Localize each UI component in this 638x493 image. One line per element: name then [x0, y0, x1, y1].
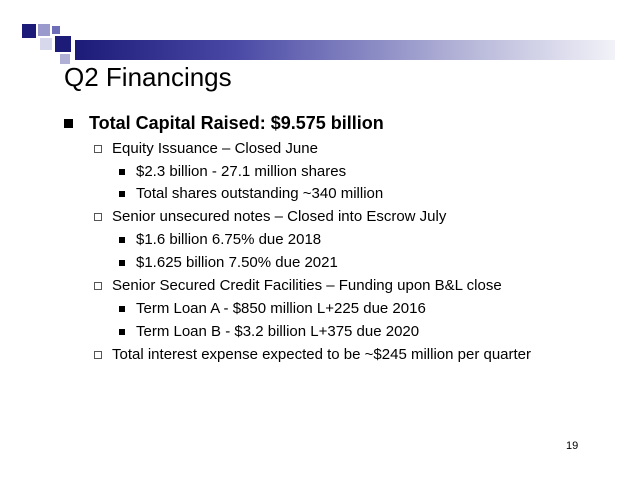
sub-item — [119, 323, 419, 340]
sub-item — [119, 231, 321, 248]
sub-item — [119, 185, 383, 202]
sub-item — [119, 300, 426, 317]
section-label: Total interest expense expected to be ~$245 million per quarter — [112, 346, 532, 363]
square-bullet-icon — [119, 237, 125, 243]
square-bullet-icon — [64, 119, 73, 128]
section-item — [94, 277, 502, 294]
section-item — [94, 208, 446, 225]
sub-item-text: $1.625 billion 7.50% due 2021 — [136, 254, 338, 271]
square-bullet-icon — [119, 191, 125, 197]
sub-item-text: Term Loan B - $3.2 billion L+375 due 2020 — [136, 323, 420, 340]
section-label: Senior unsecured notes – Closed into Escrow July — [112, 208, 447, 225]
hollow-square-bullet-icon — [94, 213, 102, 221]
sub-item — [119, 163, 346, 180]
hollow-square-bullet-icon — [94, 282, 102, 290]
hollow-square-bullet-icon — [94, 145, 102, 153]
section-label: Equity Issuance – Closed June — [112, 140, 318, 157]
slide-title: Q2 Financings — [64, 62, 232, 92]
hollow-square-bullet-icon — [94, 351, 102, 359]
square-bullet-icon — [119, 306, 125, 312]
section-item — [94, 140, 318, 157]
section-item — [94, 346, 531, 363]
page-number: 19 — [566, 440, 579, 452]
sub-item-text: $2.3 billion - 27.1 million shares — [136, 163, 347, 180]
sub-item — [119, 254, 338, 271]
square-bullet-icon — [119, 329, 125, 335]
square-bullet-icon — [119, 260, 125, 266]
heading-text: Total Capital Raised: $9.575 billion — [89, 113, 384, 133]
heading-bullet — [64, 113, 384, 134]
sub-item-text: Term Loan A - $850 million L+225 due 2016 — [136, 300, 426, 317]
section-label: Senior Secured Credit Facilities – Funding upon B&L close — [112, 277, 502, 294]
square-bullet-icon — [119, 169, 125, 175]
sub-item-text: Total shares outstanding ~340 million — [136, 185, 384, 202]
sub-item-text: $1.6 billion 6.75% due 2018 — [136, 231, 322, 248]
